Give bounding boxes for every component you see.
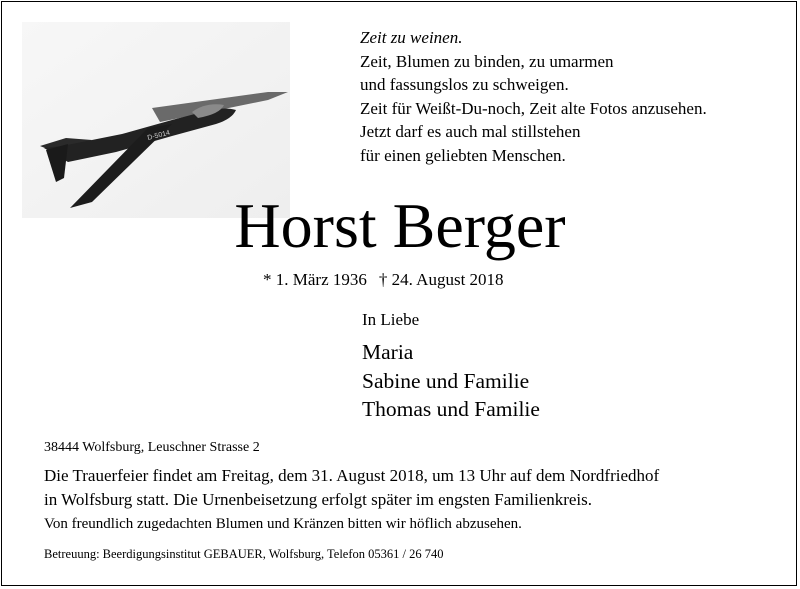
life-dates	[263, 270, 504, 290]
birth-date: * 1. März 1936	[263, 270, 367, 289]
mourner-name: Thomas und Familie	[362, 397, 540, 421]
family-address: 38444 Wolfsburg, Leuschner Strasse 2	[44, 440, 260, 455]
ceremony-text: Die Trauerfeier findet am Freitag, dem 31. August 2018, um 13 Uhr auf dem Nordfriedhof	[44, 466, 660, 485]
poem-line: Zeit zu weinen.	[360, 28, 463, 47]
ceremony-text: in Wolfsburg statt. Die Urnenbeisetzung erfolgt später im engsten Familienkreis.	[44, 490, 593, 509]
mourners-list	[362, 338, 540, 424]
mourners-intro: In Liebe	[362, 310, 420, 329]
poem-line: und fassungslos zu schweigen.	[360, 75, 569, 94]
glider-registration: D-5014	[146, 129, 171, 142]
poem-line: Jetzt darf es auch mal stillstehen	[360, 122, 581, 141]
flowers-note: Von freundlich zugedachten Blumen und Kränzen bitten wir höflich abzusehen.	[44, 516, 522, 532]
death-date: † 24. August 2018	[378, 270, 504, 289]
ceremony-info	[44, 464, 659, 536]
poem	[360, 26, 707, 167]
poem-line: Zeit für Weißt-Du-noch, Zeit alte Fotos anzusehen.	[360, 98, 707, 118]
funeral-home-credit: Betreuung: Beerdigungsinstitut GEBAUER, Wolfsburg, Telefon 05361 / 26 740	[44, 547, 444, 561]
deceased-name: Horst Berger	[234, 190, 566, 261]
mourner-name: Maria	[362, 340, 414, 364]
poem-line: Zeit, Blumen zu binden, zu umarmen	[360, 51, 614, 71]
poem-line: für einen geliebten Menschen.	[360, 145, 566, 165]
mourner-name: Sabine und Familie	[362, 368, 530, 393]
